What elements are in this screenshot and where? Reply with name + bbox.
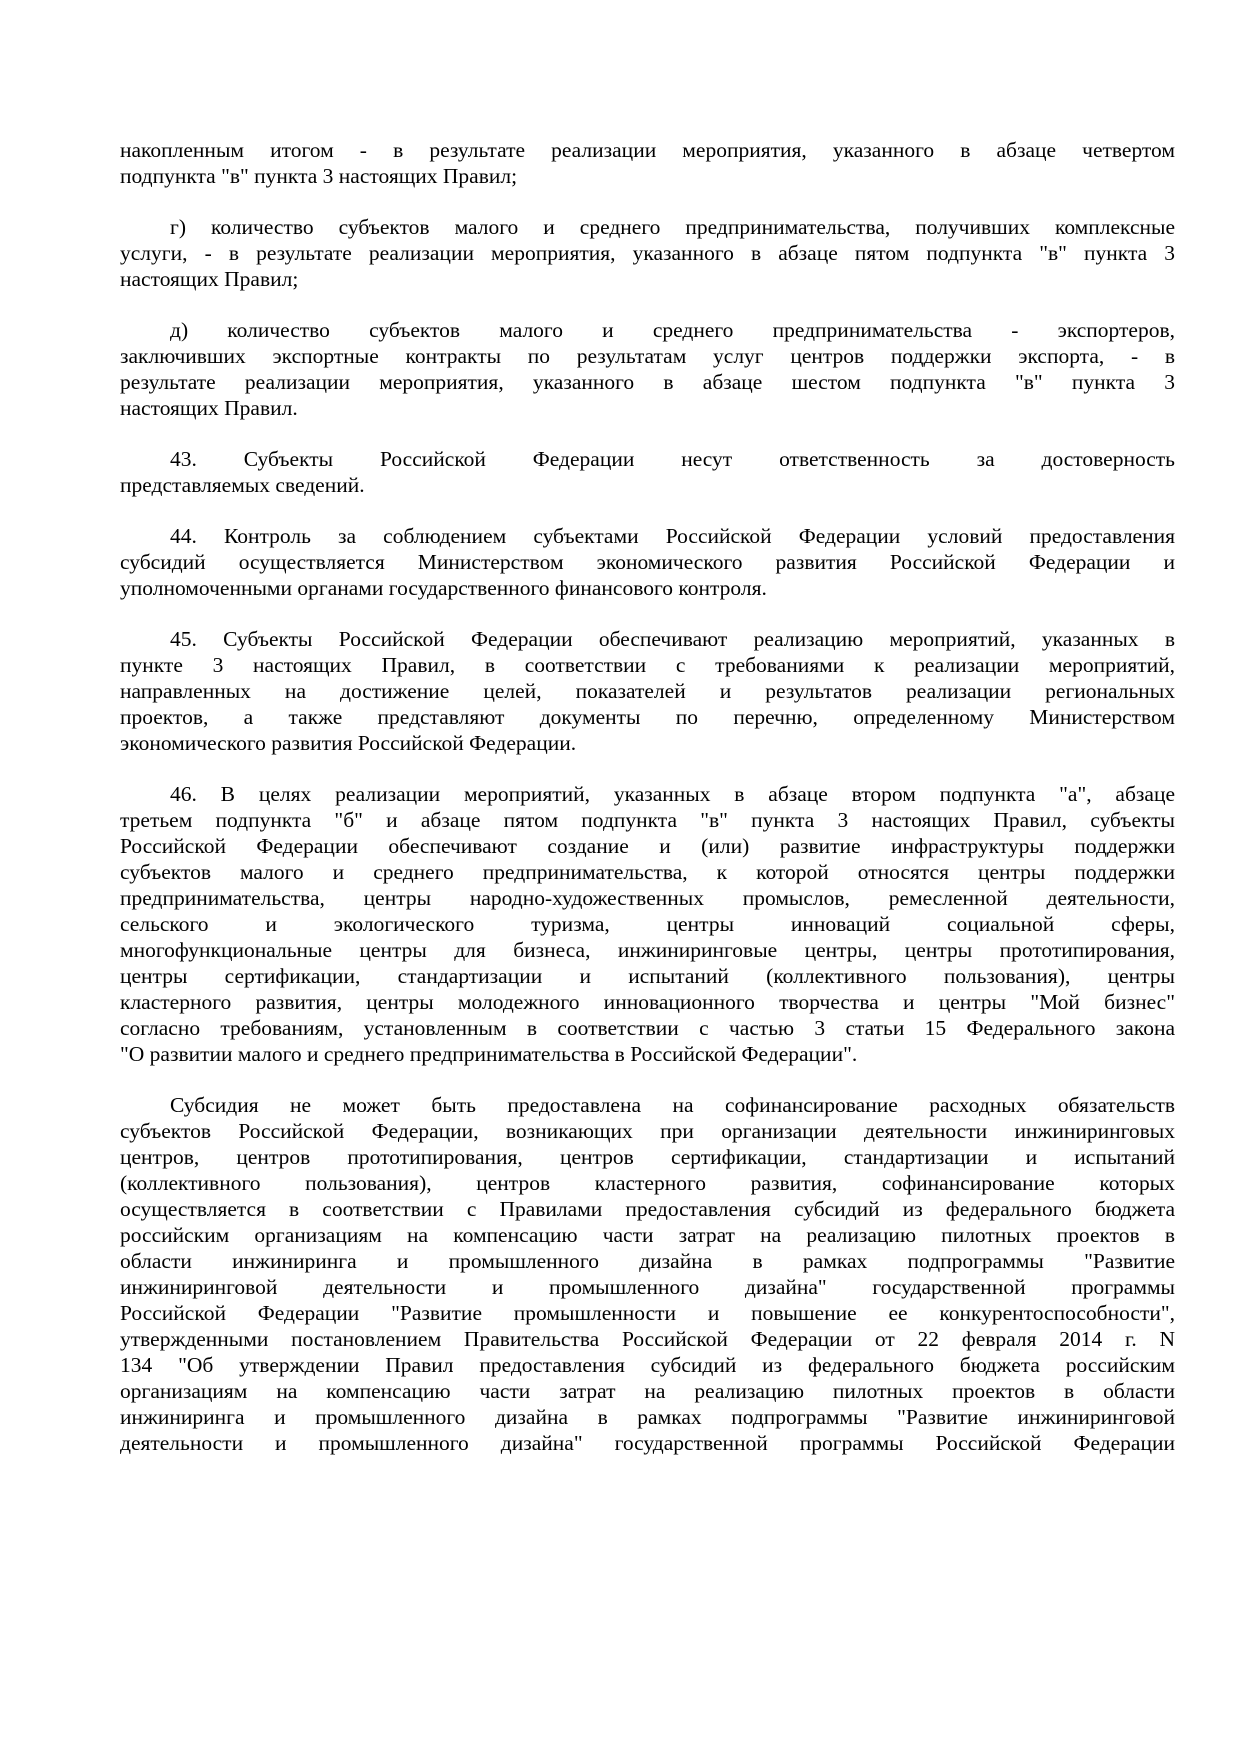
text-line: многофункциональные центры для бизнеса, инжиниринговые центры, центры прототипирования,: [120, 938, 1175, 962]
text-line: подпункта "в" пункта 3 настоящих Правил;: [120, 164, 518, 188]
paragraph: [120, 1092, 1175, 1456]
text-line: деятельности и промышленного дизайна" государственной программы Российской Федерации: [120, 1431, 1175, 1455]
text-line: сельского и экологического туризма, центры инноваций социальной сферы,: [120, 912, 1175, 936]
text-line: (коллективного пользования), центров кластерного развития, софинансирование которых: [120, 1171, 1175, 1195]
text-line: 45. Субъекты Российской Федерации обеспечивают реализацию мероприятий, указанных в: [170, 627, 1175, 651]
text-line: результате реализации мероприятия, указанного в абзаце шестом подпункта "в" пункта 3: [120, 370, 1175, 394]
text-line: осуществляется в соответствии с Правилами предоставления субсидий из федерального бюджета: [120, 1197, 1175, 1221]
text-line: г) количество субъектов малого и среднего предпринимательства, получивших комплексные: [170, 215, 1175, 239]
text-line: инжиниринговой деятельности и промышленного дизайна" государственной программы: [120, 1275, 1175, 1299]
text-line: 134 "Об утверждении Правил предоставления субсидий из федерального бюджета российским: [120, 1353, 1175, 1377]
text-line: Субсидия не может быть предоставлена на софинансирование расходных обязательств: [170, 1093, 1175, 1117]
text-line: направленных на достижение целей, показателей и результатов реализации региональных: [120, 679, 1175, 703]
text-line: экономического развития Российской Федерации.: [120, 731, 577, 755]
text-line: согласно требованиям, установленным в соответствии с частью 3 статьи 15 Федерального закона: [120, 1016, 1175, 1040]
text-line: центры сертификации, стандартизации и испытаний (коллективного пользования), центры: [120, 964, 1175, 988]
text-line: центров, центров прототипирования, центров сертификации, стандартизации и испытаний: [120, 1145, 1175, 1169]
paragraph: [120, 137, 1175, 189]
text-line: российским организациям на компенсацию части затрат на реализацию пилотных проектов в: [120, 1223, 1175, 1247]
text-line: представляемых сведений.: [120, 473, 365, 497]
text-line: заключивших экспортные контракты по результатам услуг центров поддержки экспорта, - в: [120, 344, 1175, 368]
text-line: предпринимательства, центры народно-художественных промыслов, ремесленной деятельности,: [120, 886, 1175, 910]
text-line: Российской Федерации "Развитие промышленности и повышение ее конкурентоспособности",: [120, 1301, 1175, 1325]
paragraph: [120, 214, 1175, 292]
text-line: субъектов Российской Федерации, возникающих при организации деятельности инжиниринговых: [120, 1119, 1175, 1143]
text-line: пункте 3 настоящих Правил, в соответствии с требованиями к реализации мероприятий,: [120, 653, 1175, 677]
text-line: субъектов малого и среднего предпринимательства, к которой относятся центры поддержки: [120, 860, 1175, 884]
text-line: 44. Контроль за соблюдением субъектами Российской Федерации условий предоставления: [170, 524, 1175, 548]
text-line: инжиниринга и промышленного дизайна в рамках подпрограммы "Развитие инжиниринговой: [120, 1405, 1175, 1429]
text-line: Российской Федерации обеспечивают создание и (или) развитие инфраструктуры поддержки: [120, 834, 1175, 858]
text-line: субсидий осуществляется Министерством экономического развития Российской Федерации и: [120, 550, 1175, 574]
paragraph: [120, 317, 1175, 421]
text-line: 46. В целях реализации мероприятий, указанных в абзаце втором подпункта "а", абзаце: [170, 782, 1175, 806]
text-line: 43. Субъекты Российской Федерации несут ответственность за достоверность: [170, 447, 1175, 471]
text-line: кластерного развития, центры молодежного инновационного творчества и центры "Мой бизнес": [120, 990, 1175, 1014]
text-line: уполномоченными органами государственного финансового контроля.: [120, 576, 767, 600]
text-line: услуги, - в результате реализации мероприятия, указанного в абзаце пятом подпункта "в" пункта 3: [120, 241, 1175, 265]
paragraph: [120, 523, 1175, 601]
paragraph: [120, 446, 1175, 498]
text-line: третьем подпункта "б" и абзаце пятом подпункта "в" пункта 3 настоящих Правил, субъекты: [120, 808, 1175, 832]
text-line: "О развитии малого и среднего предпринимательства в Российской Федерации".: [120, 1042, 858, 1066]
document-page: [120, 137, 1175, 1481]
text-line: накопленным итогом - в результате реализации мероприятия, указанного в абзаце четвертом: [120, 138, 1175, 162]
paragraph: [120, 626, 1175, 756]
text-line: организациям на компенсацию части затрат на реализацию пилотных проектов в области: [120, 1379, 1175, 1403]
text-line: утвержденными постановлением Правительства Российской Федерации от 22 февраля 2014 г. N: [120, 1327, 1175, 1351]
text-line: д) количество субъектов малого и среднего предпринимательства - экспортеров,: [170, 318, 1175, 342]
text-line: настоящих Правил.: [120, 396, 298, 420]
text-line: области инжиниринга и промышленного дизайна в рамках подпрограммы "Развитие: [120, 1249, 1175, 1273]
text-line: проектов, а также представляют документы по перечню, определенному Министерством: [120, 705, 1175, 729]
text-line: настоящих Правил;: [120, 267, 299, 291]
paragraph: [120, 781, 1175, 1067]
